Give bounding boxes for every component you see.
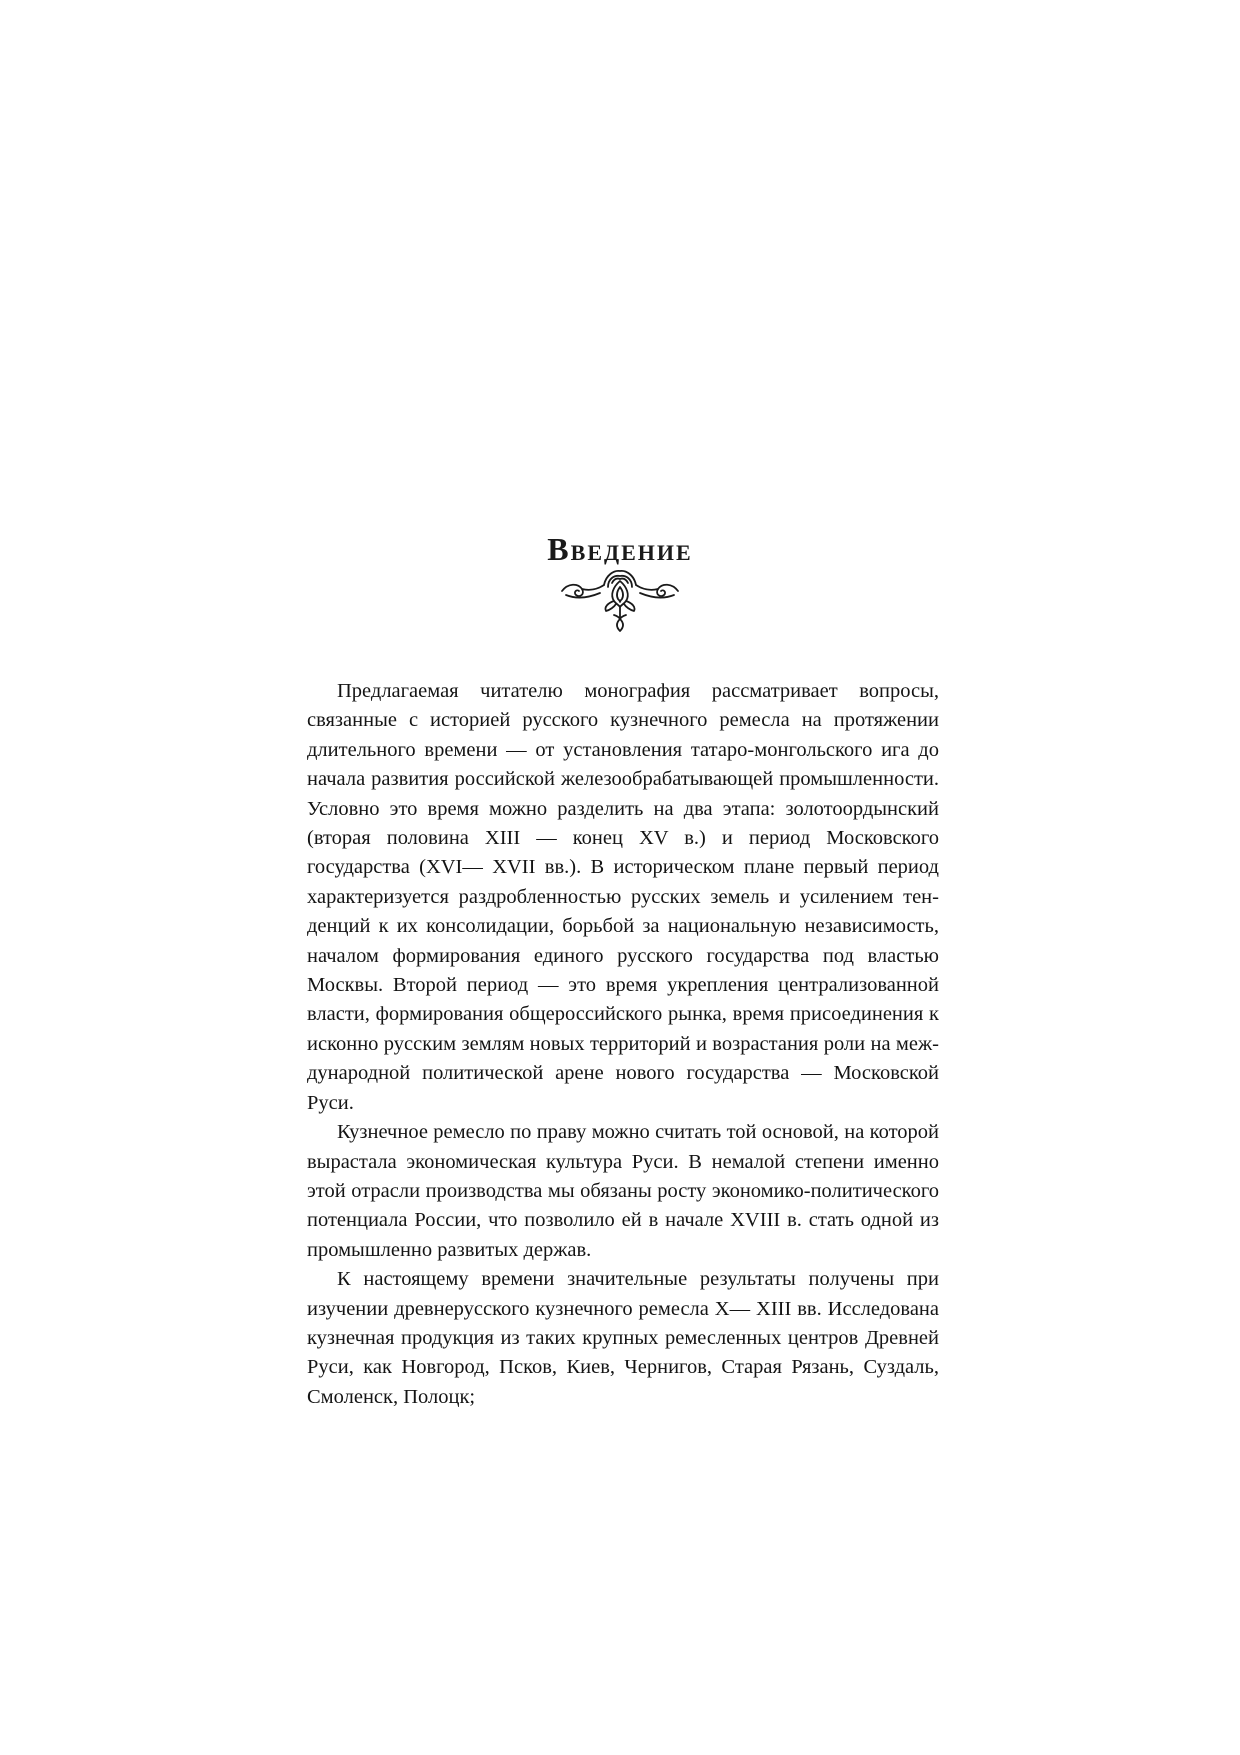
- paragraph: Предлагаемая читателю монография рассматривает вопросы, связанные с историей русского кузнечного ремесла на протяжении длительного времени — от установления татаро-монгольского ига до начала развития российской железообрабатывающей промышленности. Условно это время можно разделить на два этапа: золотоордынский (вторая половина XIII — конец XV в.) и период Московского государства (XVI— XVII вв.). В историческом плане первый период характеризуется раздробленностью русских земель и усилением тенденций к их консолидации, борьбой за национальную независимость, началом формирования единого русского государства под властью Москвы. Второй период — это время укрепления централизованной власти, формирования общероссийского рынка, время присоединения к исконно русским землям новых территорий и возрастания роли на международной политической арене нового государства — Московской Руси.: [307, 680, 939, 1114]
- paragraph: К настоящему времени значительные результаты получены при изучении древнерусского кузнечного ремесла X— XIII вв. Исследована кузнечная продукция из таких крупных ремесленных центров Древней Руси, как Новгород, Псков, Киев, Чернигов, Старая Рязань, Суздаль, Смоленск, Полоцк;: [307, 1268, 939, 1408]
- paragraph: Кузнечное ремесло по праву можно считать той основой, на которой вырастала экономическая культура Руси. В немалой степени именно этой отрасли производства мы обязаны росту экономико-политического потенциала России, что позволило ей в начале XVIII в. стать одной из промышленно развитых держав.: [307, 1121, 939, 1261]
- chapter-title: Введение: [547, 531, 693, 568]
- intro-text: [307, 677, 939, 1412]
- fleuron-ornament-icon: [558, 565, 682, 635]
